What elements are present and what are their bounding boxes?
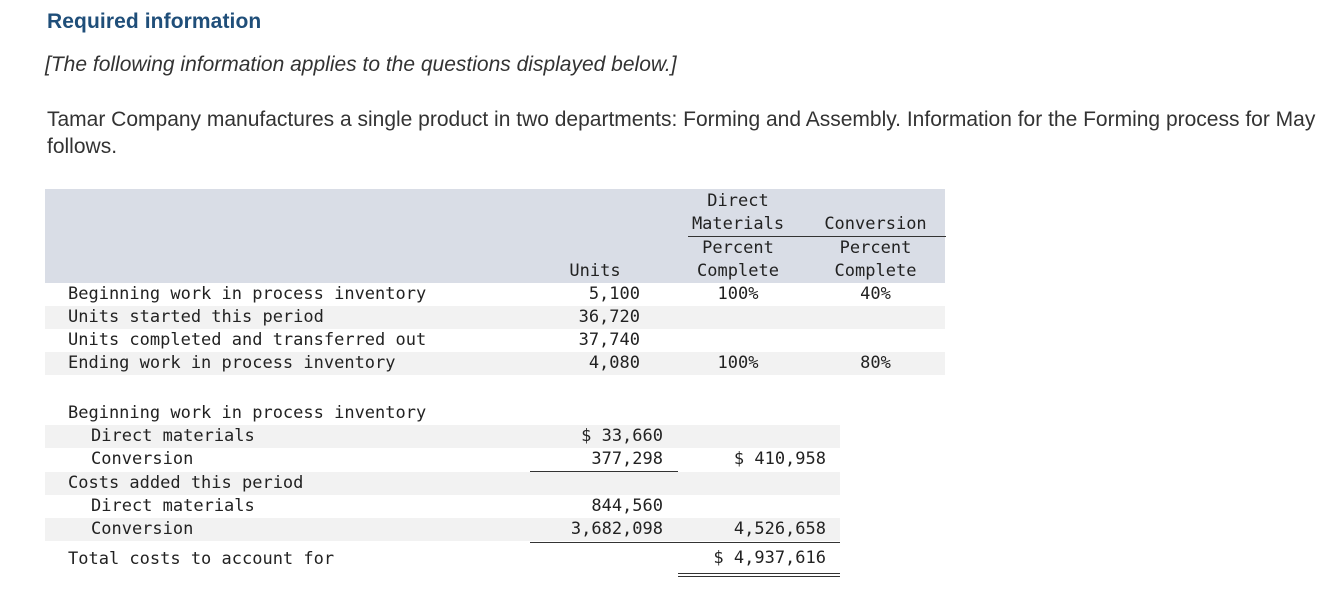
header-underline: [688, 236, 946, 237]
double-underline-top: [678, 573, 840, 574]
instructions-note: [The following information applies to the questions displayed below.]: [45, 53, 677, 76]
cost-row-label: Conversion: [91, 519, 194, 539]
units-row-units: 37,740: [578, 330, 640, 350]
cost-row-label: Beginning work in process inventory: [68, 403, 427, 423]
problem-intro: Tamar Company manufactures a single product in two departments: Forming and Assembly. Information for the Forming process for May follows.: [47, 108, 1316, 158]
grand-total: $ 4,937,616: [713, 548, 826, 568]
units-row-conv: 80%: [860, 353, 891, 373]
cost-row-label: Direct materials: [91, 426, 255, 446]
subtotal-underline: [530, 542, 678, 543]
dm-header-line1: Direct: [707, 191, 769, 211]
subtotal-underline: [678, 542, 840, 543]
cost-row-label: Direct materials: [91, 496, 255, 516]
cost-row-label: Total costs to account for: [68, 549, 335, 569]
dm-header-line2: Materials: [691, 214, 785, 234]
cost-row-total: 4,526,658: [733, 519, 826, 539]
units-row-units: 4,080: [588, 353, 640, 373]
units-row-label: Units completed and transferred out: [68, 330, 427, 350]
cost-row-label: Conversion: [91, 449, 194, 469]
required-information-heading: Required information: [47, 10, 262, 33]
units-row-dm: 100%: [717, 353, 759, 373]
cost-row-amount: 3,682,098: [570, 519, 663, 539]
subtotal-underline: [530, 471, 678, 472]
dm-header-line4: Complete: [697, 261, 779, 281]
double-underline-bottom: [678, 576, 840, 577]
cost-row-label: Costs added this period: [68, 473, 304, 493]
conv-header-line4: Complete: [834, 261, 917, 281]
units-row-label: Units started this period: [68, 307, 324, 327]
cost-row-total: $ 410,958: [733, 449, 826, 469]
dm-header-line3: Percent: [702, 238, 774, 258]
conv-header-line2: Conversion: [824, 214, 927, 234]
units-row-label: Beginning work in process inventory: [68, 284, 427, 304]
units-row-units: 36,720: [578, 307, 640, 327]
units-row-dm: 100%: [717, 284, 759, 304]
cost-row-amount: 844,560: [591, 496, 663, 516]
conv-header-line3: Percent: [839, 238, 912, 258]
units-row-conv: 40%: [860, 284, 891, 304]
cost-row-amount: $ 33,660: [581, 426, 663, 446]
units-header: Units: [569, 261, 621, 281]
units-row-units: 5,100: [588, 284, 640, 304]
cost-row-amount: 377,298: [591, 449, 663, 469]
units-row-label: Ending work in process inventory: [68, 353, 396, 373]
